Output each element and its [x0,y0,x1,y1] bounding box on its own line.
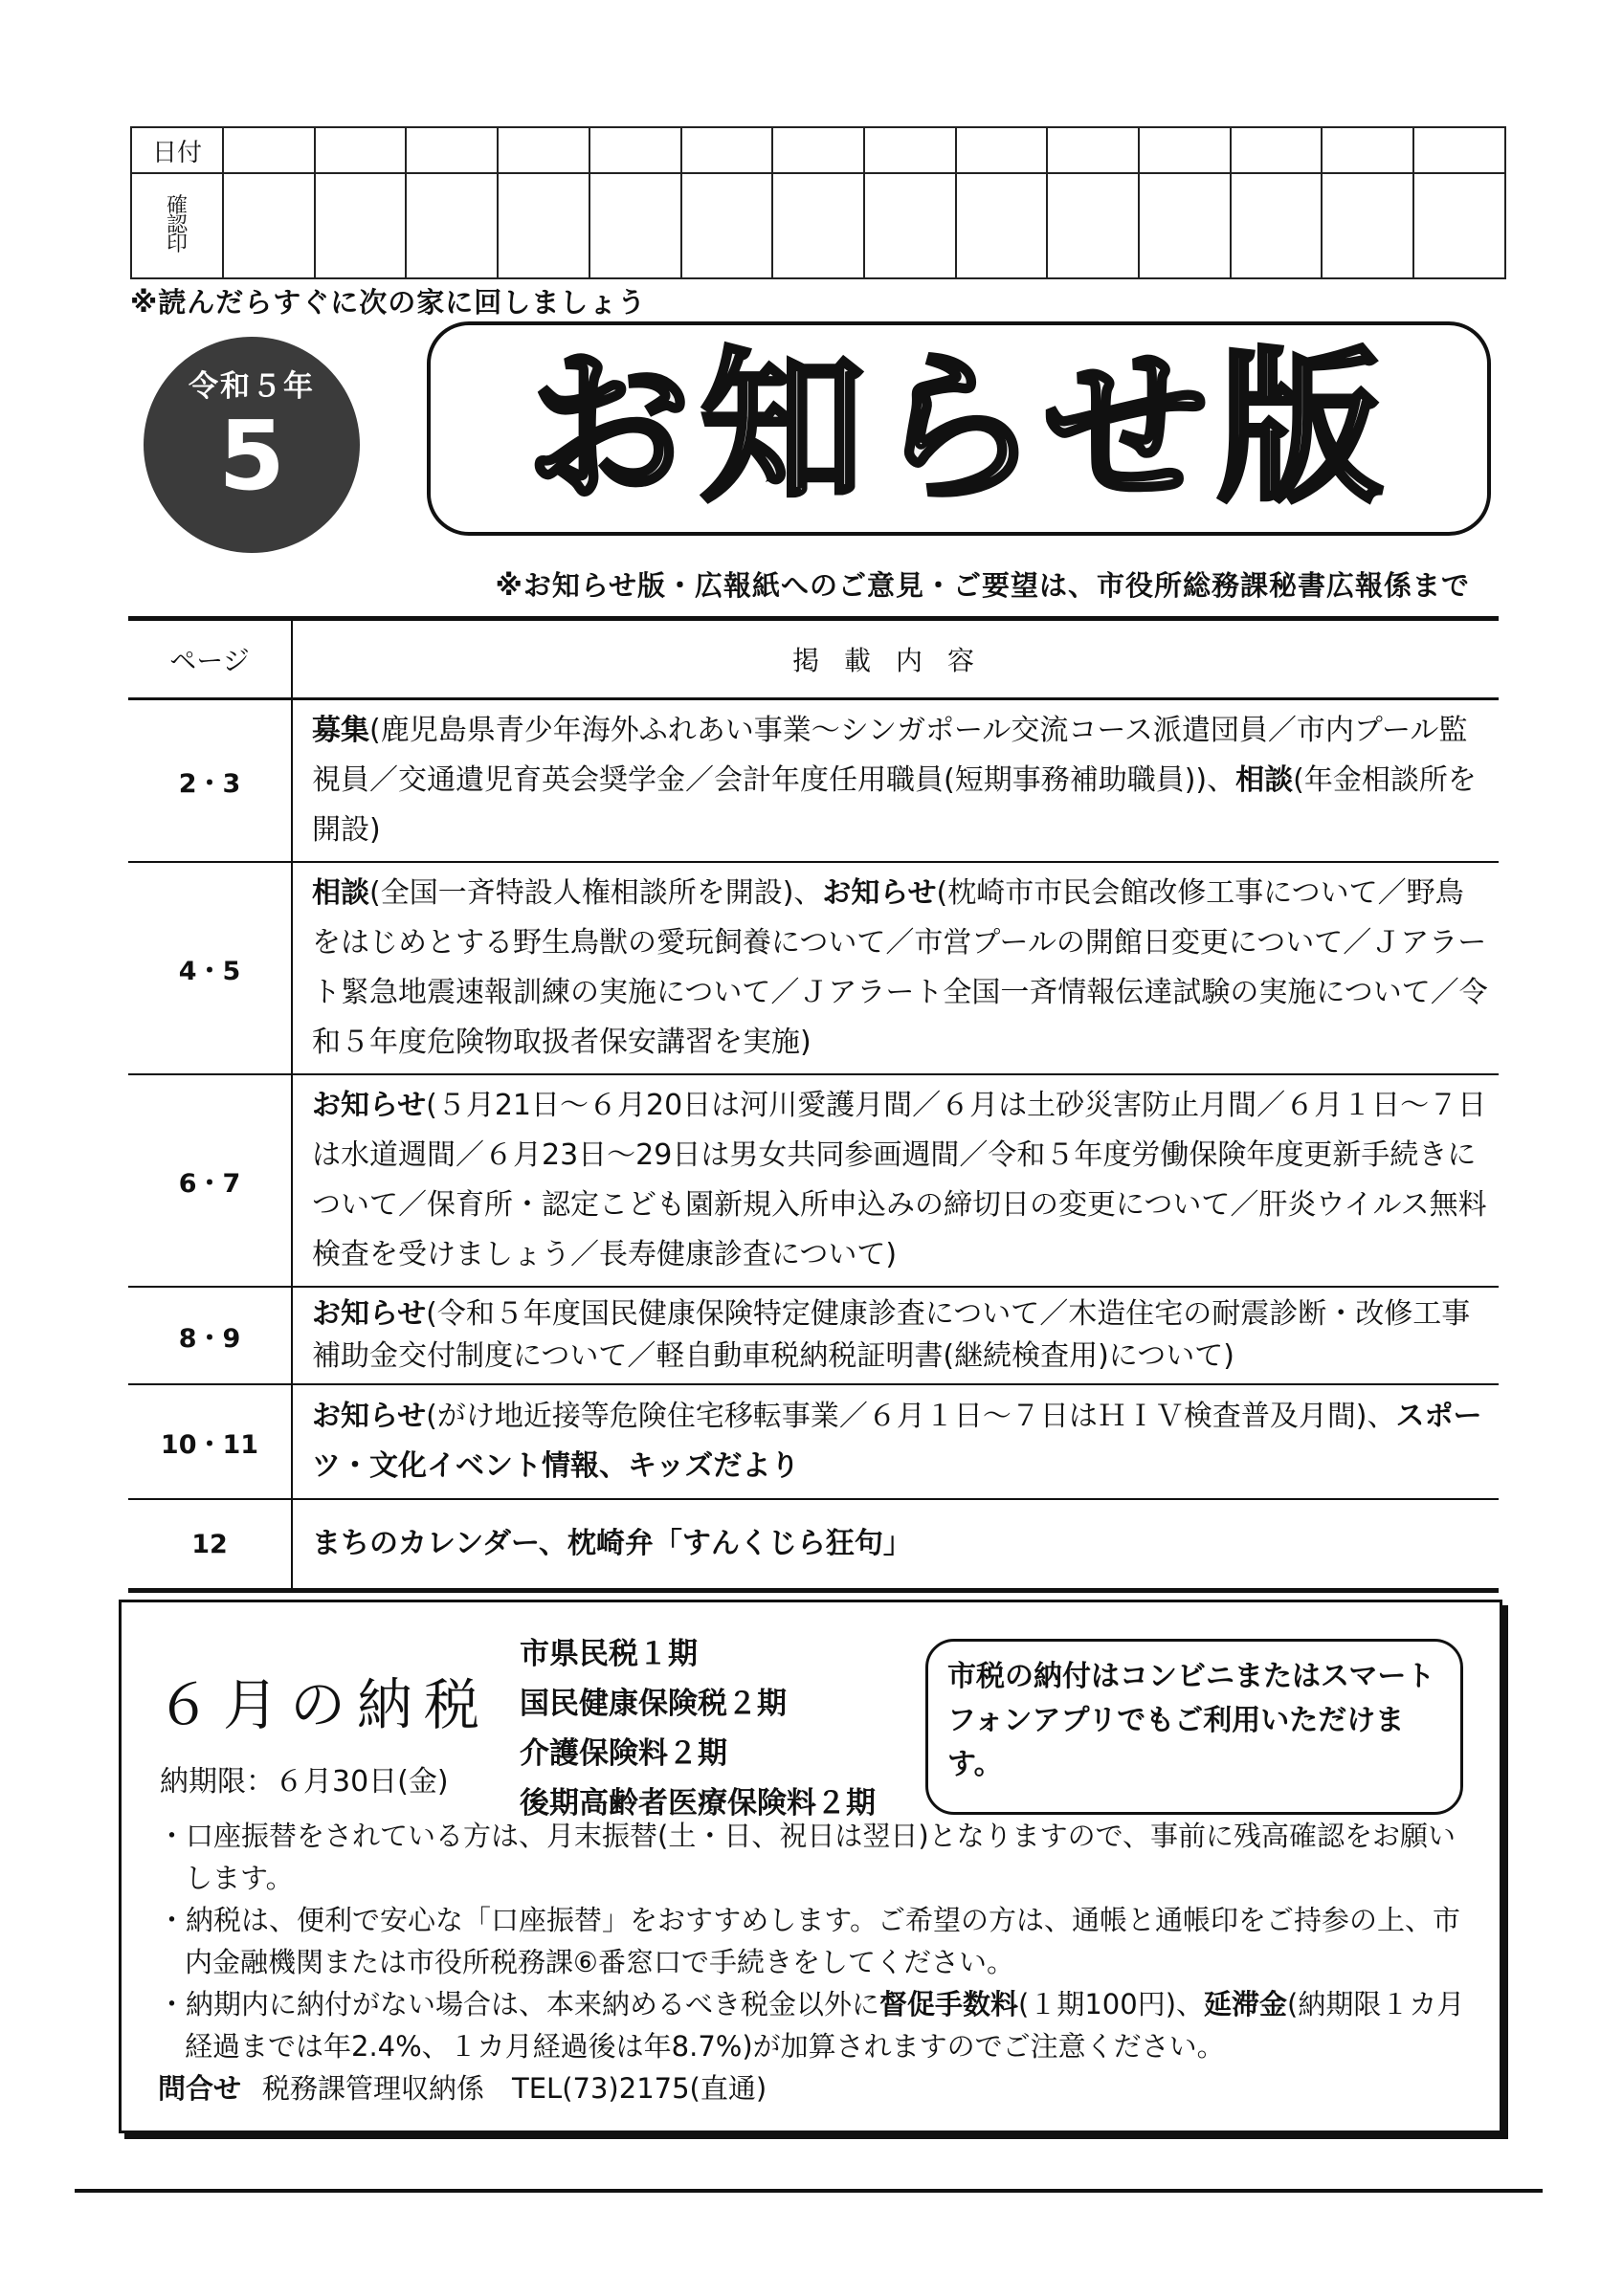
date-cell [681,127,773,173]
seal-cell [223,173,315,278]
category-label: お知らせ [312,1297,427,1331]
note-late-payment [158,1983,1478,2067]
seal-cell [864,173,956,278]
category-detail: (５月21日～６月20日は河川愛護月間／６月は土砂災害防止月間／６月１日～７日は水道週間／６月23日～29日は男女共同参画週間／令和５年度労働保険年度更新手続きについて／保育所・認定こども園新規入所申込みの締切日の変更について／肝炎ウイルス無料検査を受けましょう／長寿健康診査について) [312,1089,1487,1271]
category-detail: (枕崎市市民会館改修工事について／野鳥をはじめとする野生鳥獣の愛玩飼養について／市営プールの開館日変更について／Ｊアラート緊急地震速報訓練の実施について／Ｊアラート全国一斉情報伝達試験の実施について／令和５年度危険物取扱者保安講習を実施) [312,876,1488,1059]
tax-item: 国民健康保険税２期 [520,1687,787,1721]
date-cell [956,127,1048,173]
contents-body [128,699,1499,1591]
seal-cell [315,173,407,278]
seal-cell [498,173,589,278]
date-label: 日付 [131,127,223,173]
contents-description [292,1499,1499,1591]
date-cell [1231,127,1323,173]
contents-description [292,699,1499,863]
seal-cell [1413,173,1505,278]
category-detail: (鹿児島県青少年海外ふれあい事業～シンガポール交流コース派遣団員／市内プール監視員／交通遺児育英会奨学金／会計年度任用職員(短期事務補助職員))、 [312,714,1468,797]
circulation-stamp-table [130,126,1506,279]
date-cell [1413,127,1505,173]
contents-row [128,1499,1499,1591]
contact-text: 税務課管理収納係 TEL(73)2175(直通) [262,2072,767,2105]
seal-label: 確 認 印 [131,173,223,278]
convenience-payment-note: 市税の納付はコンビニまたはスマートフォンアプリでもご利用いただけます。 [925,1639,1463,1815]
seal-cell [772,173,864,278]
category-detail: (年金相談所を開設) [312,763,1477,847]
masthead-title: お知らせ版 [525,332,1392,524]
contents-page: 6・7 [128,1074,292,1287]
contents-header-row [128,619,1499,699]
contents-description [292,1384,1499,1499]
note-recommend-transfer: ・納税は、便利で安心な「口座振替」をおすすめします。ご希望の方は、通帳と通帳印をご持参の上、市内金融機関または市役所税務課⑥番窓口で手続きをしてください。 [158,1904,1460,1978]
seal-row [131,173,1505,278]
category-label: お知らせ [312,1400,427,1433]
category-detail: (令和５年度国民健康保険特定健康診査について／木造住宅の耐震診断・改修工事補助金交付制度について／軽自動車税納税証明書(継続検査用)について) [312,1297,1471,1373]
tax-item: 市県民税１期 [520,1637,698,1671]
note-text: ・納期内に納付がない場合は、本来納めるべき税金以外に [158,1988,880,2020]
note-account-transfer: ・口座振替をされている方は、月末振替(土・日、祝日は翌日)となりますので、事前に残高確認をお願いします。 [158,1820,1456,1894]
tax-items [520,1629,876,1828]
category-label: まちのカレンダー、枕崎弁「すんくじら狂句」 [312,1527,912,1560]
contents-page: 4・5 [128,862,292,1074]
contents-row [128,699,1499,863]
seal-cell [681,173,773,278]
contents-page: 12 [128,1499,292,1591]
date-cell [406,127,498,173]
seal-cell [1139,173,1231,278]
contents-row [128,862,1499,1074]
contents-description [292,862,1499,1074]
opinion-note: ※お知らせ版・広報紙へのご意見・ご要望は、市役所総務課秘書広報係まで [495,569,1470,602]
seal-cell [589,173,681,278]
category-label: お知らせ [312,1089,427,1122]
issue-month: 5 [218,400,285,512]
header-page: ページ [128,619,292,699]
tax-notes [158,1815,1478,2067]
category-label: 相談 [1235,763,1294,797]
category-label: 募集 [312,714,369,747]
contact-line [158,2067,767,2107]
issue-badge [144,337,360,553]
date-cell [498,127,589,173]
contents-page: 8・9 [128,1287,292,1384]
seal-cell [956,173,1048,278]
tax-title: ６月の納税 [156,1672,492,1737]
date-cell [223,127,315,173]
tax-deadline: 納期限：６月30日(金) [160,1765,449,1799]
contact-label: 問合せ [158,2072,242,2105]
seal-cell [1231,173,1323,278]
category-detail: (全国一斉特設人権相談所を開設)、 [369,876,823,910]
contents-page: 2・3 [128,699,292,863]
contents-row [128,1287,1499,1384]
date-cell [1139,127,1231,173]
contents-row [128,1074,1499,1287]
note-bold: 督促手数料 [879,1988,1019,2020]
date-cell [589,127,681,173]
tax-notice-box [119,1600,1502,2133]
bottom-rule [75,2189,1543,2193]
contents-table [128,616,1499,1593]
note-bold: 延滞金 [1204,1988,1288,2020]
read-and-pass-note: ※読んだらすぐに次の家に回しましょう [130,286,647,319]
note-text: (納期限１カ月経過までは年2.4%、１カ月経過後は年8.7%)が加算されますのでご注意ください。 [185,1988,1465,2063]
category-label: スポーツ・文化イベント情報、キッズだより [312,1400,1482,1483]
masthead [427,321,1491,536]
date-cell [315,127,407,173]
seal-cell [406,173,498,278]
date-cell [772,127,864,173]
category-detail: (がけ地近接等危険住宅移転事業／６月１日～７日はＨＩＶ検査普及月間)、 [426,1400,1396,1433]
category-label: お知らせ [822,876,937,910]
issue-era: 令和５年 [189,369,315,404]
note-text: (１期100円)、 [1018,1988,1205,2020]
contents-row [128,1384,1499,1499]
contents-description [292,1074,1499,1287]
date-row [131,127,1505,173]
contents-description [292,1287,1499,1384]
date-cell [864,127,956,173]
contents-page: 10・11 [128,1384,292,1499]
seal-cell [1047,173,1139,278]
tax-item: 後期高齢者医療保険料２期 [520,1786,876,1821]
category-label: 相談 [312,876,369,910]
date-cell [1322,127,1413,173]
seal-cell [1322,173,1413,278]
date-cell [1047,127,1139,173]
tax-item: 介護保険料２期 [520,1736,727,1771]
header-content: 掲載内容 [292,619,1499,699]
